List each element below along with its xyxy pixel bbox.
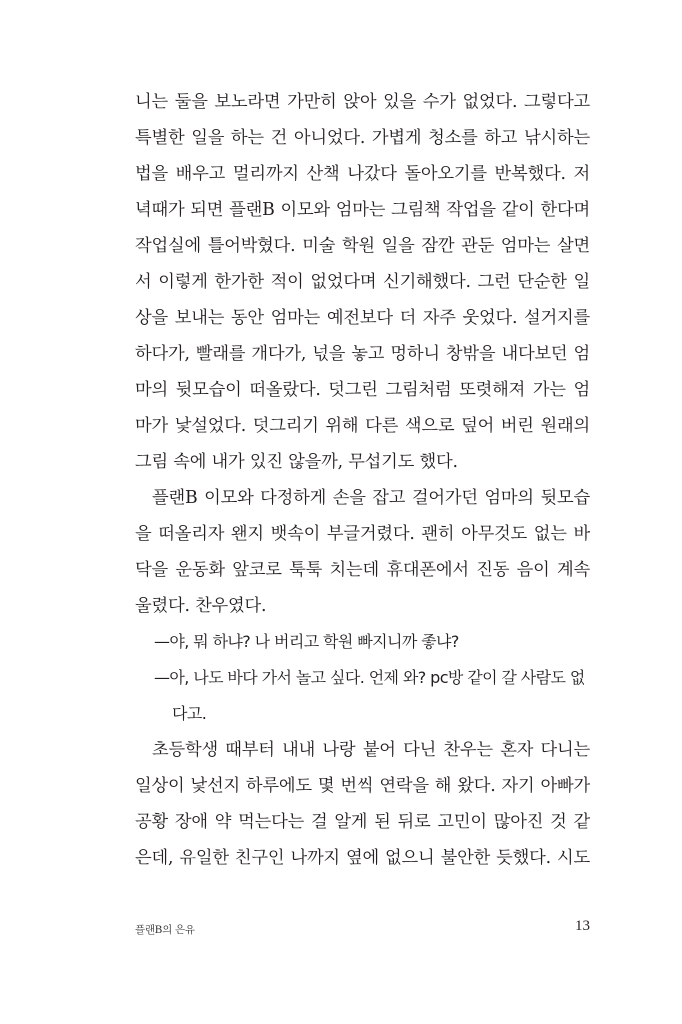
text-line: 작업실에 틀어박혔다. 미술 학원 일을 잠깐 관둔 엄마는 살면 [135, 236, 590, 256]
text-line: 은데, 유일한 친구인 나까지 옆에 없으니 불안한 듯했다. 시도 [135, 848, 590, 868]
text-line: 니는 둘을 보노라면 가만히 앉아 있을 수가 없었다. 그렇다고 [135, 92, 590, 112]
text-line: 초등학생 때부터 내내 나랑 붙어 다닌 찬우는 혼자 다니는 [152, 740, 590, 760]
dialogue-message [135, 624, 590, 660]
text-line: 일상이 낯선지 하루에도 몇 번씩 연락을 해 왔다. 자기 아빠가 [135, 776, 590, 796]
dialogue-line: —아, 나도 바다 가서 놀고 싶다. 언제 와? pc방 같이 갈 사람도 없 [154, 668, 585, 687]
text-line: 서 이렇게 한가한 적이 없었다며 신기해했다. 그런 단순한 일 [135, 272, 590, 292]
text-line: 법을 배우고 멀리까지 산책 나갔다 돌아오기를 반복했다. 저 [135, 164, 590, 184]
text-line: 상을 보내는 동안 엄마는 예전보다 더 자주 웃었다. 설거지를 [135, 308, 590, 328]
text-line: 닥을 운동화 앞코로 툭툭 치는데 휴대폰에서 진동 음이 계속 [135, 560, 590, 580]
text-line: 마의 뒷모습이 떠올랐다. 덧그린 그림처럼 또렷해져 가는 엄 [135, 380, 590, 400]
paragraph [135, 732, 590, 876]
text-line: 마가 낯설었다. 덧그리기 위해 다른 색으로 덮어 버린 원래의 [135, 416, 590, 436]
text-line: 녁때가 되면 플랜B 이모와 엄마는 그림책 작업을 같이 한다며 [135, 200, 590, 220]
paragraph [135, 480, 590, 624]
dialogue-line: —야, 뭐 하냐? 나 버리고 학원 빠지니까 좋냐? [154, 632, 459, 651]
running-title: 플랜B의 은유 [135, 924, 195, 936]
paragraph [135, 84, 590, 480]
text-line: 특별한 일을 하는 건 아니었다. 가볍게 청소를 하고 낚시하는 [135, 128, 590, 148]
body-text [135, 84, 590, 876]
dialogue-line: 다고. [172, 704, 207, 723]
text-line: 하다가, 빨래를 개다가, 넋을 놓고 멍하니 창밖을 내다보던 엄 [135, 344, 590, 364]
text-line: 을 떠올리자 왠지 뱃속이 부글거렸다. 괜히 아무것도 없는 바 [135, 524, 590, 544]
page-number: 13 [575, 918, 590, 934]
text-line: 그림 속에 내가 있진 않을까, 무섭기도 했다. [135, 452, 458, 472]
page-footer [135, 918, 590, 940]
text-line: 플랜B 이모와 다정하게 손을 잡고 걸어가던 엄마의 뒷모습 [152, 488, 590, 508]
dialogue-message [135, 660, 590, 732]
text-line: 공황 장애 약 먹는다는 걸 알게 된 뒤로 고민이 많아진 것 같 [135, 812, 590, 832]
text-line: 울렸다. 찬우였다. [135, 596, 267, 616]
